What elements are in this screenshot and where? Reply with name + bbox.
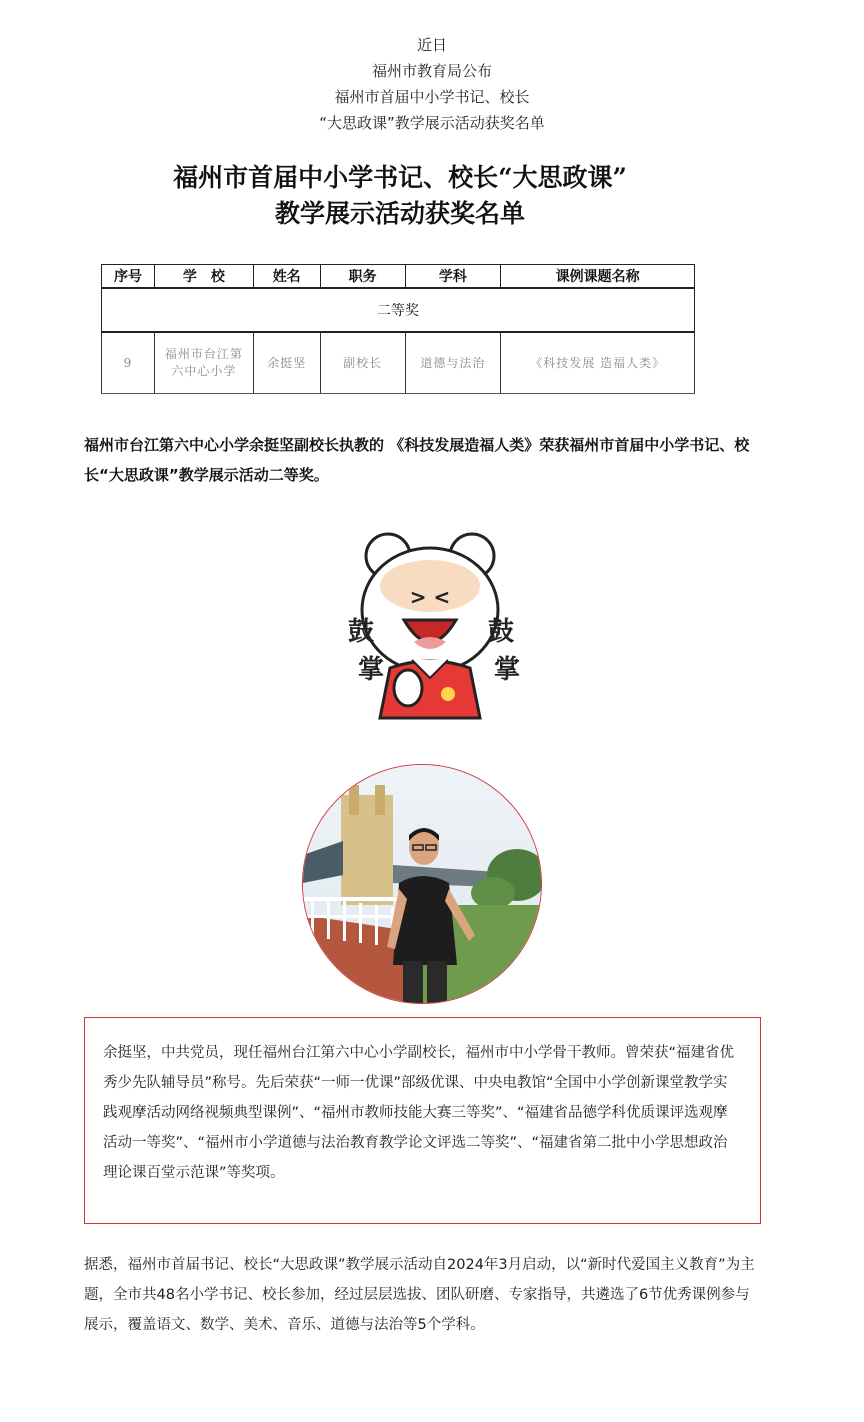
clapping-bear-sticker [330, 528, 530, 720]
cell-subject: 道德与法治 [405, 332, 501, 394]
header-position: 职务 [320, 265, 405, 289]
header-name: 姓名 [253, 265, 320, 289]
cell-name: 余挺坚 [253, 332, 320, 394]
closing-paragraph: 据悉，福州市首届书记、校长“大思政课”教学展示活动自2024年3月启动，以“新时代爱国主义教育”为主题，全市共48名小学书记、校长参加，经过层层选拔、团队研磨、专家指导，共遴选了6节优秀课例参与展示，覆盖语文、数学、美术、音乐、道德与法治等5个学科。 [84, 1257, 755, 1333]
teacher-bio-box [84, 1017, 761, 1224]
intro-line-1: 近日 [416, 36, 447, 54]
document-title-line-2: 教学展示活动获奖名单 [274, 199, 525, 228]
sticker-text-right-2: 掌 [494, 655, 521, 685]
header-no: 序号 [102, 265, 155, 289]
sticker-text-right-1: 鼓 [488, 617, 515, 647]
face-eyes: > < [409, 585, 451, 609]
award-level-row [102, 288, 695, 332]
award-level: 二等奖 [102, 288, 695, 332]
sticker-text-left-1: 鼓 [348, 617, 375, 647]
award-caption: 福州市台江第六中心小学余挺坚副校长执教的 《科技发展造福人类》荣获福州市首届中小学书记、校长“大思政课”教学展示活动二等奖。 [84, 436, 750, 484]
table-row [102, 332, 695, 394]
teacher-bio-text: 余挺坚，中共党员，现任福州台江第六中心小学副校长，福州市中小学骨干教师。曾荣获“福建省优秀少先队辅导员”称号。先后荣获“一师一优课”部级优课、中央电教馆“全国中小学创新课堂教学实践观摩活动网络视频典型课例”、“福州市教师技能大赛三等奖”、“福建省品德学科优质课评选观摩活动一等奖”、“福州市小学道德与法治教育教学论文评选二等奖”、“福建省第二批中小学思想政治理论课百堂示范课”等奖项。 [103, 1045, 735, 1181]
portrait-photo [302, 764, 542, 1004]
document-title [0, 160, 800, 232]
document-title-line-1: 福州市首届中小学书记、校长“大思政课” [173, 163, 627, 192]
header-subject: 学科 [405, 265, 501, 289]
table-header-row [102, 265, 695, 289]
intro-lines [0, 32, 864, 136]
portrait-illustration [303, 765, 542, 1004]
header-school: 学 校 [154, 265, 253, 289]
sticker-text-left-2: 掌 [358, 655, 385, 685]
award-table [101, 264, 695, 394]
cell-no: 9 [102, 332, 155, 394]
header-lesson: 课例课题名称 [501, 265, 695, 289]
intro-line-4: “大思政课”教学展示活动获奖名单 [319, 114, 545, 132]
intro-line-2: 福州市教育局公布 [371, 62, 492, 80]
cell-position: 副校长 [320, 332, 405, 394]
intro-line-3: 福州市首届中小学书记、校长 [334, 88, 530, 106]
cell-school: 福州市台江第六中心小学 [154, 332, 253, 394]
cell-lesson: 《科技发展 造福人类》 [501, 332, 695, 394]
